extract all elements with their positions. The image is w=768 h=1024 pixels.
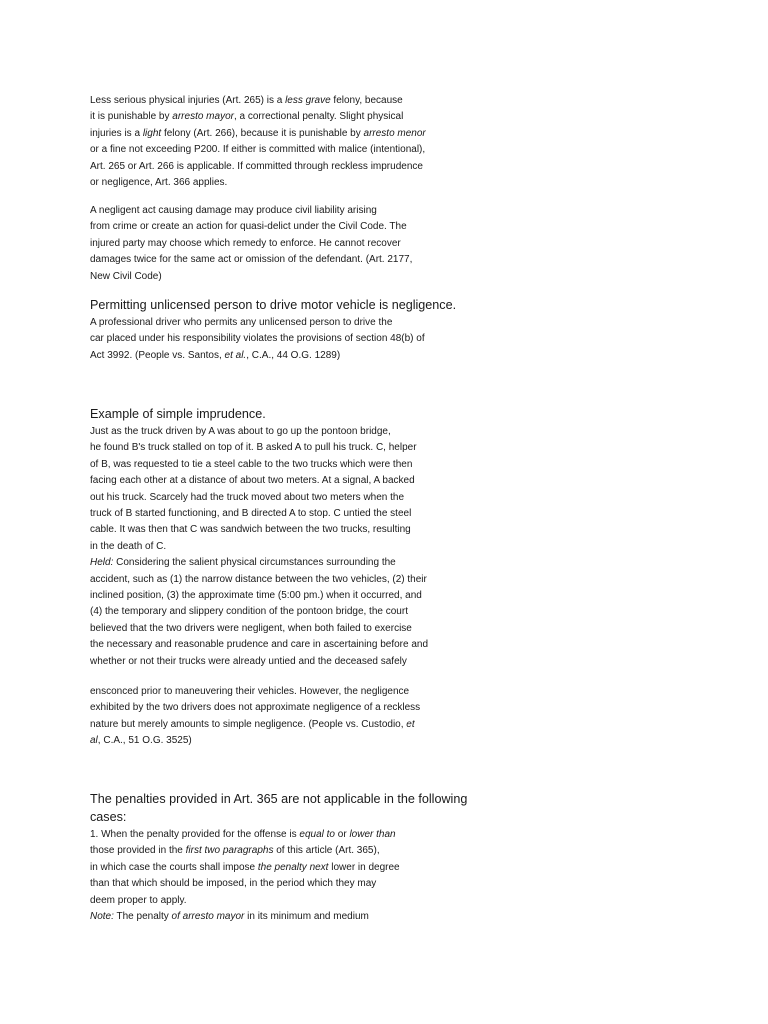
text-line: cable. It was then that C was sandwich between the two trucks, resulting [90,524,411,536]
text: felony, because [330,95,403,106]
text-line: he found B's truck stalled on top of it. B asked A to pull his truck. C, helper [90,442,417,454]
held-label: Held: [90,557,114,569]
section-heading: Permitting unlicensed person to drive motor vehicle is negligence. [90,298,457,312]
text-line: or negligence, Art. 366 applies. [90,177,228,189]
text-line: Just as the truck driven by A was about to go up the pontoon bridge, [90,426,391,437]
emphasis: arresto mayor [172,111,234,123]
text-line [90,909,460,925]
section-simple-imprudence [90,406,460,670]
text: Act 3992. (People vs. Santos, [90,349,225,361]
emphasis: al [90,735,98,747]
emphasis: equal to [299,829,335,840]
text: nature but merely amounts to simple negligence. (People vs. Custodio, [90,718,407,730]
text-line: (4) the temporary and slippery condition of the pontoon bridge, the court [90,606,408,618]
text-line: A negligent act causing damage may produce civil liability arising [90,205,377,216]
emphasis: et [406,718,415,730]
text: 1. When the penalty provided for the offense is [90,829,300,840]
text-line: of B, was requested to tie a steel cable to the two trucks which were then [90,458,413,470]
text-line: than that which should be imposed, in the period which they may [90,878,377,890]
emphasis: less grave [285,95,331,106]
text-line: exhibited by the two drivers does not approximate negligence of a reckless [90,702,421,714]
section-heading-continued: cases: [90,810,127,824]
text: Considering the salient physical circumstances surrounding the [113,557,396,569]
text-line: in the death of C. [90,540,167,552]
text: those provided in the [90,845,186,857]
text-line [90,733,460,749]
text-line: believed that the two drivers were negligent, when both failed to exercise [90,622,412,634]
text-line: whether or not their trucks were already untied and the deceased safely [90,655,407,667]
text-line [90,843,460,859]
text-line: car placed under his responsibility violates the provisions of section 48(b) of [90,333,425,345]
text-line [90,717,460,733]
text-line [90,348,460,364]
emphasis: of arresto mayor [171,911,245,923]
text: , a correctional penalty. Slight physical [233,111,404,123]
text: or [334,829,350,840]
emphasis: the penalty next [257,861,329,873]
section-heading: The penalties provided in Art. 365 are not applicable in the following [90,792,468,806]
text-line: ensconced prior to maneuvering their vehicles. However, the negligence [90,686,410,697]
text-line: A professional driver who permits any unlicensed person to drive the [90,317,393,328]
text-line: out his truck. Scarcely had the truck moved about two meters when the [90,491,405,503]
text-line: facing each other at a distance of about two meters. At a signal, A backed [90,475,415,487]
text: , C.A., 44 O.G. 1289) [246,349,341,361]
section-heading: Example of simple imprudence. [90,407,266,421]
text: lower in degree [328,861,400,873]
text: felony (Art. 266), because it is punishable by [161,127,364,139]
text-line: deem proper to apply. [90,894,187,906]
text-line: inclined position, (3) the approximate time (5:00 pm.) when it occurred, and [90,590,422,602]
text: it is punishable by [90,111,173,123]
text-line [90,860,460,876]
text-line: Art. 265 or Art. 266 is applicable. If committed through reckless imprudence [90,160,423,172]
section-unlicensed-driver [90,297,460,364]
text: in its minimum and medium [244,911,369,923]
text: of this article (Art. 365), [273,845,380,857]
paragraph-physical-injuries [90,93,460,191]
text: The penalty [113,911,172,923]
text: injuries is a [90,127,143,139]
text-line [90,827,460,843]
text-line [90,109,460,125]
text-line: New Civil Code) [90,270,162,282]
text: Less serious physical injuries (Art. 265) is a [90,95,286,106]
emphasis: arresto menor [363,127,426,139]
text-line: the necessary and reasonable prudence and care in ascertaining before and [90,639,429,651]
section-penalties-not-applicable [90,791,468,925]
text-line [90,555,460,571]
emphasis: light [142,127,162,139]
emphasis: et al. [224,349,247,361]
text-line: damages twice for the same act or omission of the defendant. (Art. 2177, [90,254,413,266]
text-line [90,126,460,142]
note-label: Note: [90,911,114,923]
text-line: from crime or create an action for quasi-delict under the Civil Code. The [90,221,407,233]
paragraph-civil-liability [90,203,460,285]
text-line: truck of B started functioning, and B directed A to stop. C untied the steel [90,508,412,520]
text: in which case the courts shall impose [90,861,258,873]
text-line: injured party may choose which remedy to enforce. He cannot recover [90,237,401,249]
paragraph-continuation [90,684,460,750]
text-line [90,93,460,109]
text-line: accident, such as (1) the narrow distance between the two vehicles, (2) their [90,573,427,585]
emphasis: lower than [349,829,396,840]
text-line: or a fine not exceeding P200. If either is committed with malice (intentional), [90,144,426,156]
text: , C.A., 51 O.G. 3525) [97,735,192,747]
emphasis: first two paragraphs [185,845,274,857]
